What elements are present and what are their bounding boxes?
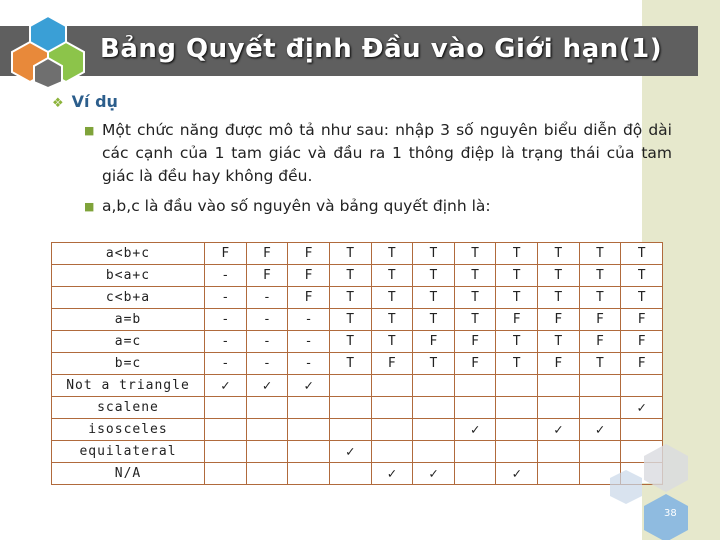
table-cell [205,441,247,463]
check-icon: ✓ [371,463,413,485]
row-label: scalene [52,397,205,419]
table-cell: T [329,353,371,375]
table-cell: T [621,243,663,265]
table-row [52,353,663,375]
table-cell [246,419,288,441]
table-cell: T [413,243,455,265]
table-cell: T [496,353,538,375]
table-cell: T [371,243,413,265]
row-label: N/A [52,463,205,485]
table-cell [496,375,538,397]
table-cell: - [288,309,330,331]
table-cell: - [205,309,247,331]
table-cell: - [288,331,330,353]
table-cell: T [329,265,371,287]
table-cell [621,375,663,397]
table-cell: T [454,287,496,309]
table-cell [246,397,288,419]
table-cell: F [621,331,663,353]
table-cell [454,375,496,397]
table-cell [538,463,580,485]
table-cell: F [621,353,663,375]
table-cell: F [579,331,621,353]
bullet-example [52,92,118,111]
table-cell: T [579,353,621,375]
table-cell [246,441,288,463]
table-row [52,441,663,463]
check-icon: ✓ [496,463,538,485]
table-cell: T [413,287,455,309]
table-cell [205,419,247,441]
description-paragraph: Một chức năng được mô tả như sau: nhập 3 số nguyên biểu diễn độ dài các cạnh của 1 tam giác và đầu ra 1 thông điệp là trạng thái của tam giác là đều hay không đều. [102,121,672,185]
table-cell: - [288,353,330,375]
table-cell [371,375,413,397]
table-row [52,463,663,485]
hexagon-cluster-icon [8,14,88,88]
table-cell: T [371,265,413,287]
table-cell: T [496,265,538,287]
table-cell [371,397,413,419]
table-cell: - [205,353,247,375]
table-row [52,309,663,331]
check-icon: ✓ [288,375,330,397]
table-cell: T [454,265,496,287]
table-cell [329,375,371,397]
square-bullet-icon: ■ [84,200,95,213]
table-cell: F [246,265,288,287]
check-icon: ✓ [454,419,496,441]
table-cell [413,397,455,419]
row-label: b=c [52,353,205,375]
table-cell [579,397,621,419]
table-cell: F [496,309,538,331]
table-cell [329,463,371,485]
table-row [52,419,663,441]
check-icon: ✓ [205,375,247,397]
table-cell: - [205,287,247,309]
table-cell: F [538,309,580,331]
table-cell: F [538,353,580,375]
row-label: isosceles [52,419,205,441]
table-cell [496,419,538,441]
table-cell: T [538,243,580,265]
table-cell [579,375,621,397]
table-cell: F [371,353,413,375]
table-cell: T [371,287,413,309]
table-cell [496,441,538,463]
table-cell [246,463,288,485]
page-number: 38 [664,508,677,519]
row-label: a=c [52,331,205,353]
table-cell [288,397,330,419]
table-cell [205,397,247,419]
table-cell: T [454,243,496,265]
corner-hexagon-decoration [606,440,706,540]
table-cell [288,463,330,485]
table-cell [538,397,580,419]
check-icon: ✓ [329,441,371,463]
square-bullet-icon: ■ [84,124,95,137]
diamond-bullet-icon: ❖ [52,96,64,111]
table-cell [413,441,455,463]
table-cell: F [579,309,621,331]
check-icon: ✓ [246,375,288,397]
table-row [52,375,663,397]
table-cell: T [329,287,371,309]
table-cell: F [246,243,288,265]
table-cell: T [496,287,538,309]
check-icon: ✓ [621,397,663,419]
row-label: a=b [52,309,205,331]
table-cell: T [454,309,496,331]
table-cell: - [205,331,247,353]
table-cell: - [246,287,288,309]
decision-table [51,242,663,483]
table-cell: F [454,331,496,353]
table-cell: T [413,309,455,331]
table-cell: F [288,287,330,309]
table-cell: - [246,309,288,331]
table-cell [496,397,538,419]
row-label: equilateral [52,441,205,463]
row-label: Not a triangle [52,375,205,397]
table-cell: T [371,331,413,353]
table-cell: T [538,331,580,353]
table-row [52,397,663,419]
table-cell: T [579,287,621,309]
check-icon: ✓ [579,419,621,441]
table-cell: F [288,243,330,265]
table-cell: T [579,265,621,287]
table-cell [329,419,371,441]
decision-table-grid [51,242,663,485]
table-cell: F [621,309,663,331]
table-cell [288,441,330,463]
table-cell: F [205,243,247,265]
table-cell: T [496,331,538,353]
table-cell: T [579,243,621,265]
table-cell [454,441,496,463]
table-cell [371,441,413,463]
table-cell: - [246,331,288,353]
row-label: c<b+a [52,287,205,309]
table-cell: F [413,331,455,353]
table-cell [454,397,496,419]
table-cell [413,375,455,397]
table-cell [621,419,663,441]
table-cell: T [621,265,663,287]
row-label: b<a+c [52,265,205,287]
inputs-paragraph: a,b,c là đầu vào số nguyên và bảng quyết định là: [102,197,491,215]
table-cell: T [496,243,538,265]
table-row [52,287,663,309]
table-cell: T [371,309,413,331]
table-cell: T [538,287,580,309]
table-cell [538,441,580,463]
check-icon: ✓ [413,463,455,485]
table-row [52,265,663,287]
table-cell: T [413,265,455,287]
table-cell: F [288,265,330,287]
table-cell: F [454,353,496,375]
table-cell [413,419,455,441]
table-cell: - [205,265,247,287]
table-cell: T [329,243,371,265]
table-cell [538,375,580,397]
table-cell [329,397,371,419]
bullet-example-label: Ví dụ [71,92,118,111]
table-cell [205,463,247,485]
table-cell [288,419,330,441]
table-cell: T [329,331,371,353]
slide-title: Bảng Quyết định Đầu vào Giới hạn(1) [100,34,663,64]
row-label: a<b+c [52,243,205,265]
table-cell [454,463,496,485]
table-cell: T [621,287,663,309]
table-cell: T [329,309,371,331]
check-icon: ✓ [538,419,580,441]
table-row [52,331,663,353]
table-cell: - [246,353,288,375]
table-cell: T [538,265,580,287]
table-cell [371,419,413,441]
table-row [52,243,663,265]
table-cell: T [413,353,455,375]
